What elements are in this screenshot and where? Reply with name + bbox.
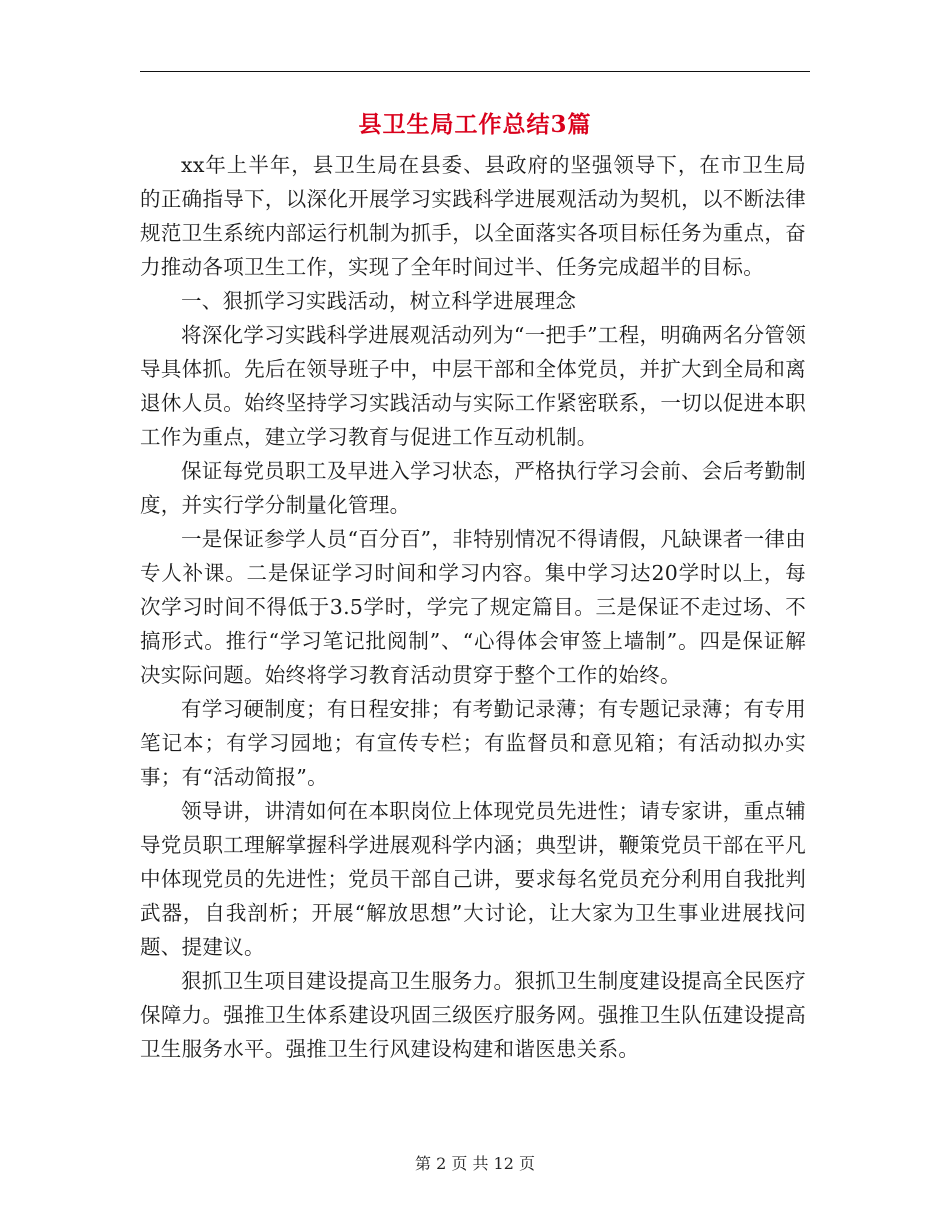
header-rule [140, 71, 810, 72]
paragraph: 狠抓卫生项目建设提高卫生服务力。狠抓卫生制度建设提高全民医疗保障力。强推卫生体系建设巩固三级医疗服务网。强推卫生队伍建设提高卫生服务水平。强推卫生行风建设构建和谐医患关系。 [140, 969, 806, 1061]
document-title: 县卫生局工作总结3篇 [358, 111, 592, 138]
document-body [140, 148, 806, 1066]
paragraph: 领导讲，讲清如何在本职岗位上体现党员先进性；请专家讲，重点辅导党员职工理解掌握科学进展观科学内涵；典型讲，鞭策党员干部在平凡中体现党员的先进性；党员干部自己讲，要求每名党员充分利用自我批判武器，自我剖析；开展“解放思想”大讨论，让大家为卫生事业进展找问题、提建议。 [140, 799, 806, 959]
section-heading-1: 一、狠抓学习实践活动，树立科学进展理念 [181, 289, 577, 313]
paragraph: 有学习硬制度；有日程安排；有考勤记录薄；有专题记录薄；有专用笔记本；有学习园地；有宣传专栏；有监督员和意见箱；有活动拟办实事；有“活动简报”。 [140, 697, 806, 789]
paragraph: 保证每党员职工及早进入学习状态，严格执行学习会前、会后考勤制度，并实行学分制量化管理。 [140, 459, 806, 517]
page-number: 第 2 页 共 12 页 [415, 1154, 535, 1173]
paragraph: 一是保证参学人员“百分百”，非特别情况不得请假，凡缺课者一律由专人补课。二是保证学习时间和学习内容。集中学习达20学时以上，每次学习时间不得低于3.5学时，学完了规定篇目。三是保证不走过场、不搞形式。推行“学习笔记批阅制”、“心得体会审签上墙制”。四是保证解决实际问题。始终将学习教育活动贯穿于整个工作的始终。 [140, 527, 806, 687]
paragraph-intro: xx年上半年，县卫生局在县委、县政府的坚强领导下，在市卫生局的正确指导下，以深化开展学习实践科学进展观活动为契机，以不断法律规范卫生系统内部运行机制为抓手，以全面落实各项目标任务为重点，奋力推动各项卫生工作，实现了全年时间过半、任务完成超半的目标。 [140, 153, 806, 279]
paragraph: 将深化学习实践科学进展观活动列为“一把手”工程，明确两名分管领导具体抓。先后在领导班子中，中层干部和全体党员，并扩大到全局和离退休人员。始终坚持学习实践活动与实际工作紧密联系，一切以促进本职工作为重点，建立学习教育与促进工作互动机制。 [140, 323, 806, 449]
